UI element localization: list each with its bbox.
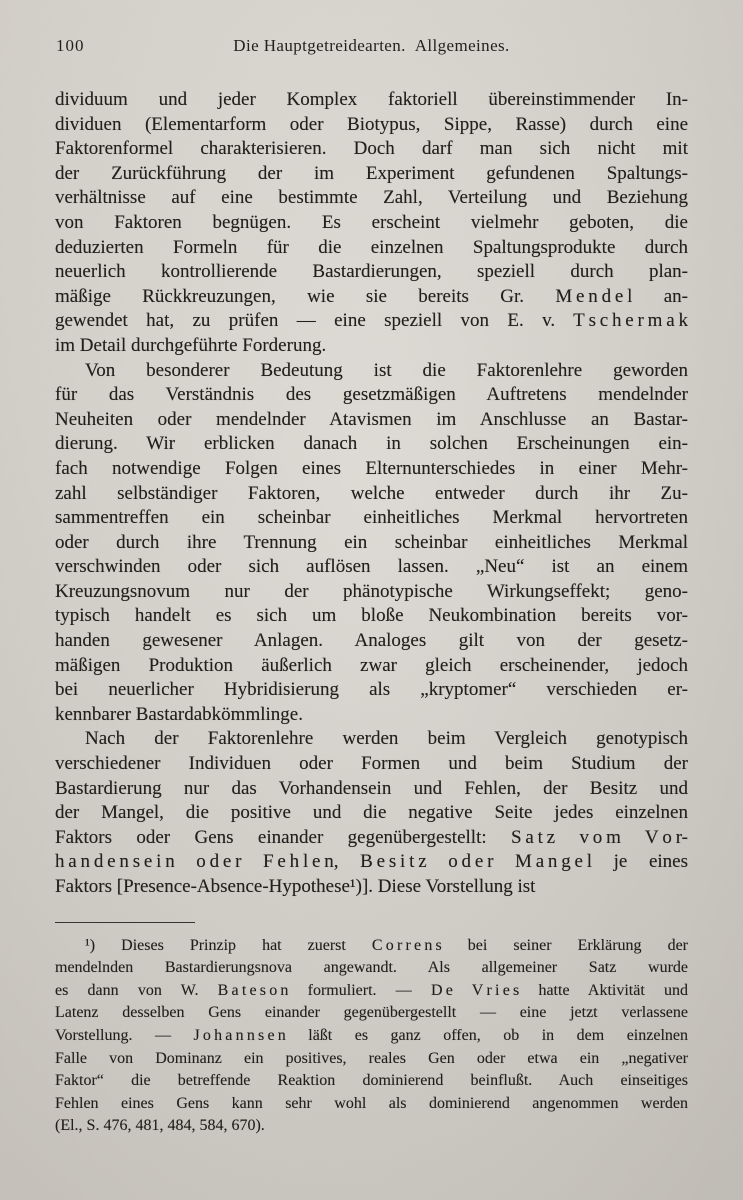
text-line: fach notwendige Folgen eines Elternunterschiedes in einer Mehr- [55,457,688,479]
body-text [55,88,688,900]
text-line: im Detail durchgeführte Forderung. [55,334,327,356]
text-line: sammentreffen ein scheinbar einheitliches Merkmal hervortreten [55,507,688,529]
text-line: mäßigen Produktion äußerlich zwar gleich erscheinender, jedoch [55,654,688,676]
text-line: (El., S. 476, 481, 484, 584, 670). [55,1117,265,1135]
text-line: von Faktoren begnügen. Es erscheint vielmehr geboten, die [55,211,688,233]
text-line: Nach der Faktorenlehre werden beim Vergleich genotypisch [85,728,688,750]
text-line: der Mangel, die positive und die negative Seite jedes einzelnen [55,802,688,824]
text-line: Fehlen eines Gens kann sehr wohl als dominierend angenommen werden [55,1094,688,1112]
text-line: für das Verständnis des gesetzmäßigen Auftretens mendelnder [55,384,688,406]
text-line: dividuum und jeder Komplex faktoriell übereinstimmender In- [55,89,688,110]
text-line: gewendet hat, zu prüfen — eine speziell von E. v. T s c h e r m a k [55,310,688,332]
text-line: zahl selbständiger Faktoren, welche entweder durch ihr Zu- [55,482,688,504]
text-line: Faktors oder Gens einander gegenübergestellt: S a t z v o m V o r- [55,826,688,848]
text-line: Neuheiten oder mendelnder Atavismen im Anschlusse an Bastar- [55,408,688,430]
text-line: Latenz desselben Gens einander gegenübergestellt — eine jetzt verlassene [55,1004,688,1022]
text-line: dividuen (Elementarform oder Biotypus, Sippe, Rasse) durch eine [55,113,688,135]
text-line: dierung. Wir erblicken danach in solchen Erscheinungen ein- [55,433,688,455]
text-line: Faktor“ die betreffende Reaktion dominierend beinflußt. Auch einseitiges [55,1072,688,1090]
text-line: Kreuzungsnovum nur der phänotypische Wirkungseffekt; geno- [55,580,688,602]
text-line: typisch handelt es sich um bloße Neukombination bereits vor- [55,605,688,627]
text-line: h a n d e n s e i n o d e r F e h l e n, B e s i t z o d e r M a n g e l je eines [55,851,688,873]
text-line: kennbarer Bastardabkömmlinge. [55,703,303,725]
page-header [56,36,687,58]
text-line: handen gewesener Anlagen. Analoges gilt von der gesetz- [55,630,688,652]
running-header-title: Die Hauptgetreidearten. Allgemeines. [233,36,510,55]
text-line: Falle von Dominanz ein positives, reales Gen oder etwa ein „negativer [55,1049,688,1067]
text-line: mendelnden Bastardierungsnova angewandt. Als allgemeiner Satz wurde [55,959,688,977]
text-line: ¹) Dieses Prinzip hat zuerst C o r r e n s bei seiner Erklärung der [85,936,688,954]
paragraph [55,88,688,359]
text-line: Faktorenformel charakterisieren. Doch darf man sich nicht mit [55,138,688,160]
text-line: bei neuerlicher Hybridisierung als „kryptomer“ verschieden er- [55,679,688,701]
text-line: Von besonderer Bedeutung ist die Faktorenlehre geworden [85,359,688,381]
text-line: neuerlich kontrollierende Bastardierungen, speziell durch plan- [55,261,688,283]
text-line: der Zurückführung der im Experiment gefundenen Spaltungs- [55,162,688,184]
footnote-separator-rule [55,922,195,923]
text-line: deduzierten Formeln für die einzelnen Spaltungsprodukte durch [55,236,688,258]
text-line: es dann von W. B a t e s o n formuliert. — D e V r i e s hatte Aktivität und [55,981,688,999]
text-line: oder durch ihre Trennung ein scheinbar einheitliches Merkmal [55,531,688,553]
paragraph [55,727,688,899]
footnote-text [55,935,688,1138]
text-line: Faktors [Presence-Absence-Hypothese¹)]. Diese Vorstellung ist [55,876,536,897]
text-line: verschiedener Individuen oder Formen und beim Studium der [55,753,688,775]
paragraph [55,359,688,728]
page-number: 100 [56,36,85,55]
text-line: Vorstellung. — J o h a n n s e n läßt es ganz offen, ob in dem einzelnen [55,1026,688,1044]
text-line: verhältnisse auf eine bestimmte Zahl, Verteilung und Beziehung [55,187,688,209]
text-line: verschwinden oder sich auflösen lassen. „Neu“ ist an einem [55,556,688,578]
text-line: mäßige Rückkreuzungen, wie sie bereits Gr. M e n d e l an- [55,285,688,307]
text-line: Bastardierung nur das Vorhandensein und Fehlen, der Besitz und [55,777,688,799]
